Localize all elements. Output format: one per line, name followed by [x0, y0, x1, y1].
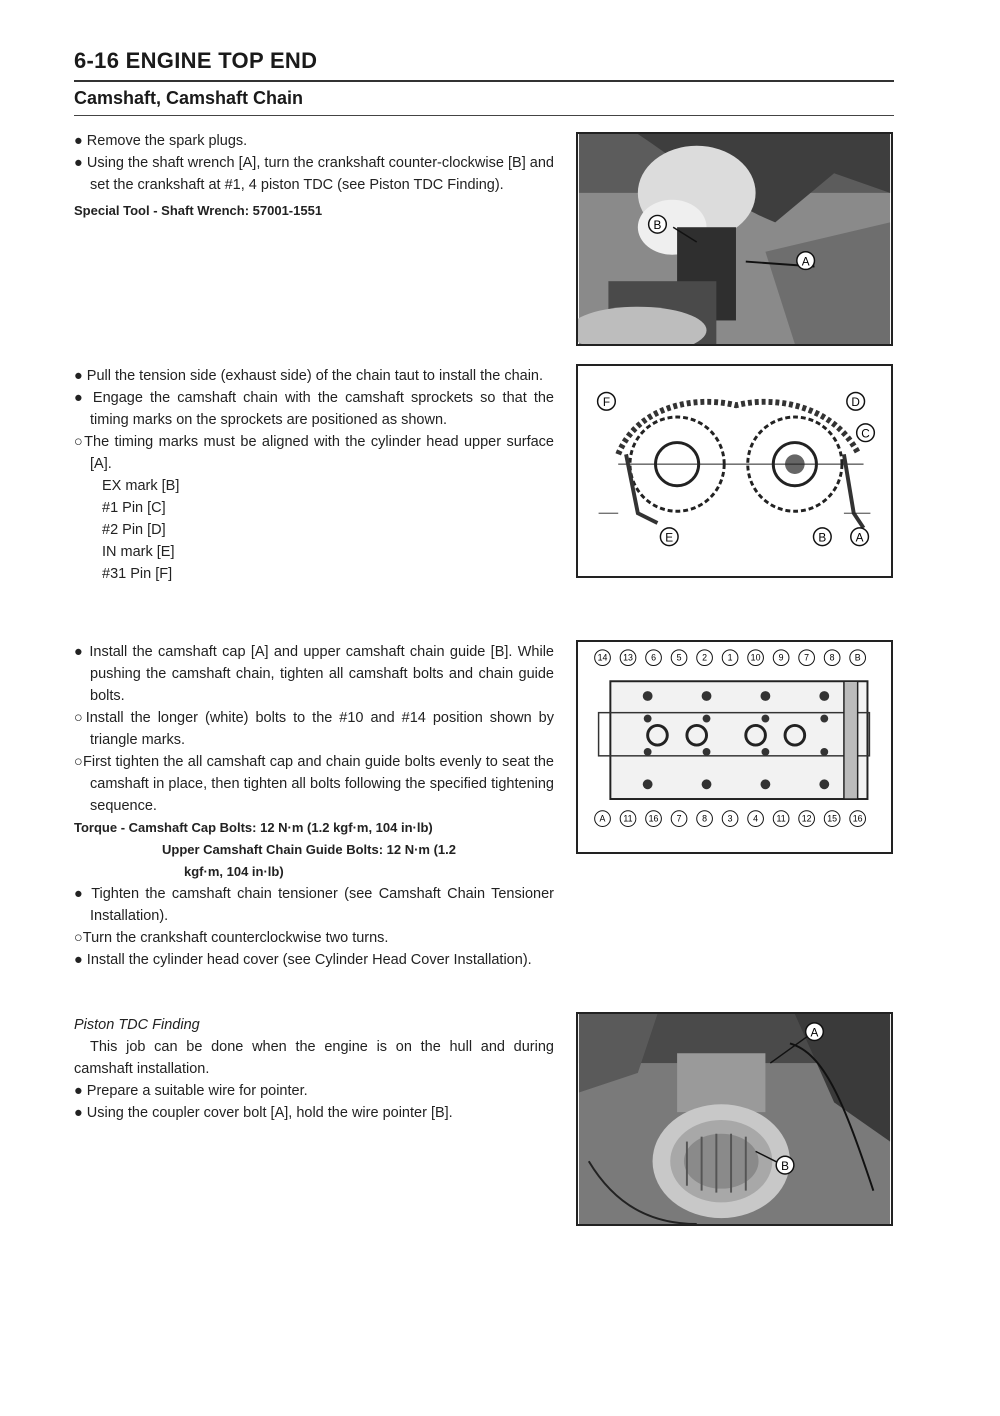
fig2-label-e: E: [665, 531, 674, 545]
fig4-label-b: B: [781, 1160, 789, 1174]
bullet-remove-spark-plugs: ● Remove the spark plugs.: [74, 133, 248, 149]
fig3-top-label-8: 9: [778, 652, 784, 663]
fig1-label-b: B: [653, 219, 662, 233]
subheading-piston-tdc: Piston TDC Finding: [74, 1017, 200, 1033]
sub-turn-crankshaft: ○Turn the crankshaft counterclockwise two turns.: [74, 930, 389, 946]
fig3-top-label-3: 6: [651, 652, 657, 663]
sub-timing-marks: ○The timing marks must be aligned with the cylinder head upper surface [A].: [74, 434, 554, 472]
fig2-label-a: A: [855, 531, 864, 545]
legend-pin-1: #1 Pin [C]: [102, 500, 166, 516]
bullet-install-cap: ● Install the camshaft cap [A] and upper camshaft chain guide [B]. While pushing the camshaft chain, tighten all camshaft bolts and chain guide bolts.: [74, 644, 554, 704]
text-block-piston-tdc: [74, 1014, 554, 1124]
fig2-label-b: B: [818, 531, 827, 545]
legend-ex-mark: EX mark [B]: [102, 478, 180, 494]
bolt-sequence-diagram: [578, 642, 891, 852]
page-header: 6-16 ENGINE TOP END: [74, 48, 318, 73]
header-rule: [74, 80, 894, 82]
fig3-bottom-label-6: 3: [727, 813, 733, 824]
torque-guide-bolts-cont: kgf·m, 104 in·lb): [184, 864, 284, 879]
legend-pin-2: #2 Pin [D]: [102, 522, 166, 538]
fig3-top-label-5: 2: [702, 652, 708, 663]
legend-pin-31: #31 Pin [F]: [102, 566, 173, 582]
fig3-top-label-9: 7: [804, 652, 810, 663]
fig3-bottom-label-9: 12: [801, 813, 812, 824]
bullet-coupler-bolt: ● Using the coupler cover bolt [A], hold the wire pointer [B].: [74, 1105, 453, 1121]
bullet-pull-tension: ● Pull the tension side (exhaust side) of the chain taut to install the chain.: [74, 368, 544, 384]
figure-shaft-wrench-photo: [576, 132, 893, 346]
fig3-top-label-2: 13: [623, 652, 633, 663]
fig3-top-label-7: 10: [750, 652, 761, 663]
bullet-install-head-cover: ● Install the cylinder head cover (see Cylinder Head Cover Installation).: [74, 952, 532, 968]
section-title: Camshaft, Camshaft Chain: [74, 88, 304, 108]
fig3-top-label-6: 1: [727, 652, 733, 663]
shaft-wrench-photo: [578, 134, 891, 344]
figure-coupler-photo: [576, 1012, 893, 1226]
torque-guide-bolts: Upper Camshaft Chain Guide Bolts: 12 N·m (1.2: [162, 842, 456, 857]
special-tool: Special Tool - Shaft Wrench: 57001-1551: [74, 203, 323, 218]
fig4-label-a: A: [810, 1026, 819, 1040]
sprocket-diagram: [578, 366, 891, 576]
section-rule: [74, 115, 894, 116]
fig3-bottom-label-5: 8: [702, 813, 708, 824]
fig3-top-label-1: 14: [597, 652, 608, 663]
fig3-bottom-label-11: 16: [852, 813, 863, 824]
fig3-bottom-label-2: 11: [623, 813, 633, 824]
fig2-label-c: C: [861, 427, 870, 441]
legend-in-mark: IN mark [E]: [102, 544, 175, 560]
fig3-bottom-label-7: 4: [753, 813, 759, 824]
fig2-label-f: F: [602, 396, 611, 410]
bullet-engage-chain: ● Engage the camshaft chain with the camshaft sprockets so that the timing marks on the sprockets are positioned as shown.: [74, 390, 554, 428]
bullet-tighten-tensioner: ● Tighten the camshaft chain tensioner (see Camshaft Chain Tensioner Installation).: [74, 886, 554, 924]
fig3-bottom-label-4: 7: [676, 813, 682, 824]
sub-longer-bolts: ○Install the longer (white) bolts to the #10 and #14 position shown by triangle marks.: [74, 710, 554, 748]
fig3-bottom-label-10: 15: [827, 813, 838, 824]
fig1-label-a: A: [801, 255, 810, 269]
figure-bolt-sequence-diagram: [576, 640, 893, 854]
para-piston-tdc: This job can be done when the engine is on the hull and during camshaft installation.: [74, 1039, 554, 1077]
torque-cap-bolts: Torque - Camshaft Cap Bolts: 12 N·m (1.2 kgf·m, 104 in·lb): [74, 820, 433, 835]
fig3-top-label-4: 5: [676, 652, 682, 663]
figure-sprocket-diagram: [576, 364, 893, 578]
bullet-prepare-wire: ● Prepare a suitable wire for pointer.: [74, 1083, 308, 1099]
text-block-camshaft-cap: [74, 641, 554, 971]
text-block-spark-plugs: [74, 130, 554, 222]
text-block-chain-install: [74, 365, 554, 585]
coupler-photo: [578, 1014, 891, 1224]
sub-first-tighten: ○First tighten the all camshaft cap and chain guide bolts evenly to seat the camshaft in place, then tighten all bolts following the specified tightening sequence.: [74, 754, 554, 814]
fig3-bottom-label-8: 11: [776, 813, 786, 824]
fig3-bottom-label-1: A: [599, 813, 606, 824]
fig3-bottom-label-3: 16: [648, 813, 659, 824]
fig3-top-label-10: 8: [829, 652, 835, 663]
fig3-top-label-11: B: [854, 652, 861, 663]
bullet-shaft-wrench: ● Using the shaft wrench [A], turn the crankshaft counter-clockwise [B] and set the crankshaft at #1, 4 piston TDC (see Piston TDC Finding).: [74, 155, 554, 193]
fig2-label-d: D: [851, 396, 860, 410]
